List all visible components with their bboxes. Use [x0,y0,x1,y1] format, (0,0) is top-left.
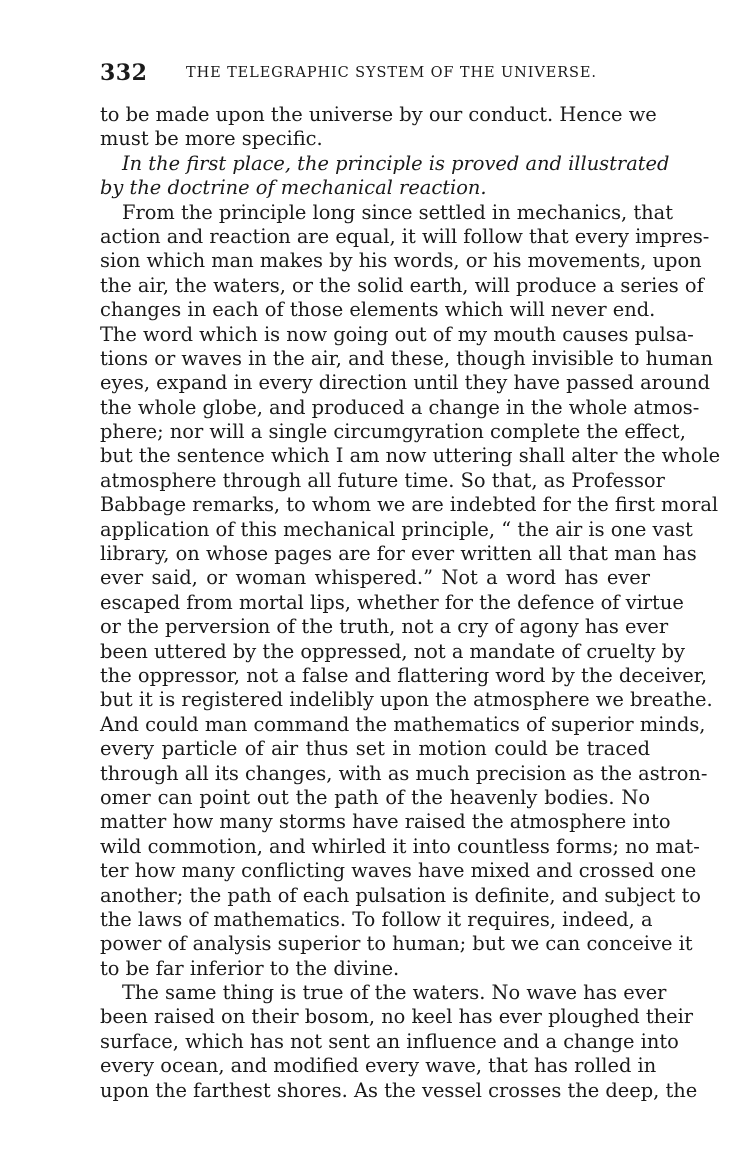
text-line: sion which man makes by his words, or his movements, upon [100,249,702,273]
text-line: the whole globe, and produced a change in the whole atmos- [100,395,700,419]
text-line: upon the farthest shores. As the vessel crosses the deep, the [100,1078,698,1102]
text-line: been uttered by the oppressed, not a mandate of cruelty by [100,639,685,663]
paragraph [100,981,698,1103]
text-line: omer can point out the path of the heavenly bodies. No [100,785,650,809]
paragraph [100,103,657,152]
text-line: the oppressor, not a false and flattering word by the deceiver, [100,663,708,687]
page-number: 332 [100,60,148,86]
text-line: to be made upon the universe by our conduct. Hence we [100,103,657,126]
text-line: every particle of air thus set in motion could be traced [100,737,650,761]
text-line: atmosphere through all future time. So that, as Professor [100,468,665,492]
paragraph [100,151,670,201]
paragraph [100,200,721,982]
text-line: matter how many storms have raised the atmosphere into [100,810,671,834]
page-header [100,58,650,88]
text-line: the air, the waters, or the solid earth, will produce a series of [100,273,704,297]
text-line: through all its changes, with as much precision as the astron- [100,761,708,785]
text-line: application of this mechanical principle, “ the air is one vast [100,517,693,541]
text-line: Babbage remarks, to whom we are indebted for the first moral [100,493,719,517]
text-line: tions or waves in the air, and these, though invisible to human [100,346,714,370]
text-line: In the first place, the principle is proved and illustrated [122,151,670,175]
text-line: action and reaction are equal, it will follow that every impres- [100,224,710,248]
text-line: another; the path of each pulsation is definite, and subject to [100,883,701,907]
text-line: The word which is now going out of my mouth causes pulsa- [100,322,694,346]
text-line: must be more specific. [100,127,323,151]
text-line: changes in each of those elements which will never end. [100,298,656,322]
text-line: but the sentence which I am now uttering shall alter the whole [100,444,721,468]
text-line: surface, which has not sent an influence and a change into [100,1029,679,1053]
text-line: to be far inferior to the divine. [100,956,400,980]
running-head: THE TELEGRAPHIC SYSTEM OF THE UNIVERSE. [186,65,597,81]
text-line: From the principle long since settled in mechanics, that [122,200,673,224]
text-line: by the doctrine of mechanical reaction. [100,176,487,200]
text-line: And could man command the mathematics of superior minds, [100,712,706,736]
text-line: every ocean, and modified every wave, that has rolled in [100,1054,657,1078]
text-line: ter how many conflicting waves have mixed and crossed one [100,859,697,883]
text-line: The same thing is true of the waters. No wave has ever [122,981,667,1005]
body-text [100,103,721,1103]
text-line: escaped from mortal lips, whether for the defence of virtue [100,590,684,614]
text-line: power of analysis superior to human; but we can conceive it [100,932,693,956]
text-line: the laws of mathematics. To follow it requires, indeed, a [100,907,653,931]
text-line: but it is registered indelibly upon the atmosphere we breathe. [100,688,713,712]
text-line: or the perversion of the truth, not a cry of agony has ever [100,615,669,639]
text-line: phere; nor will a single circumgyration complete the effect, [100,420,686,444]
text-line: been raised on their bosom, no keel has ever ploughed their [100,1005,694,1029]
text-line: ever said, or woman whispered.” Not a word has ever [100,566,650,590]
text-line: wild commotion, and whirled it into countless forms; no mat- [100,834,700,858]
text-line: library, on whose pages are for ever written all that man has [100,542,697,566]
text-line: eyes, expand in every direction until they have passed around [100,371,710,395]
